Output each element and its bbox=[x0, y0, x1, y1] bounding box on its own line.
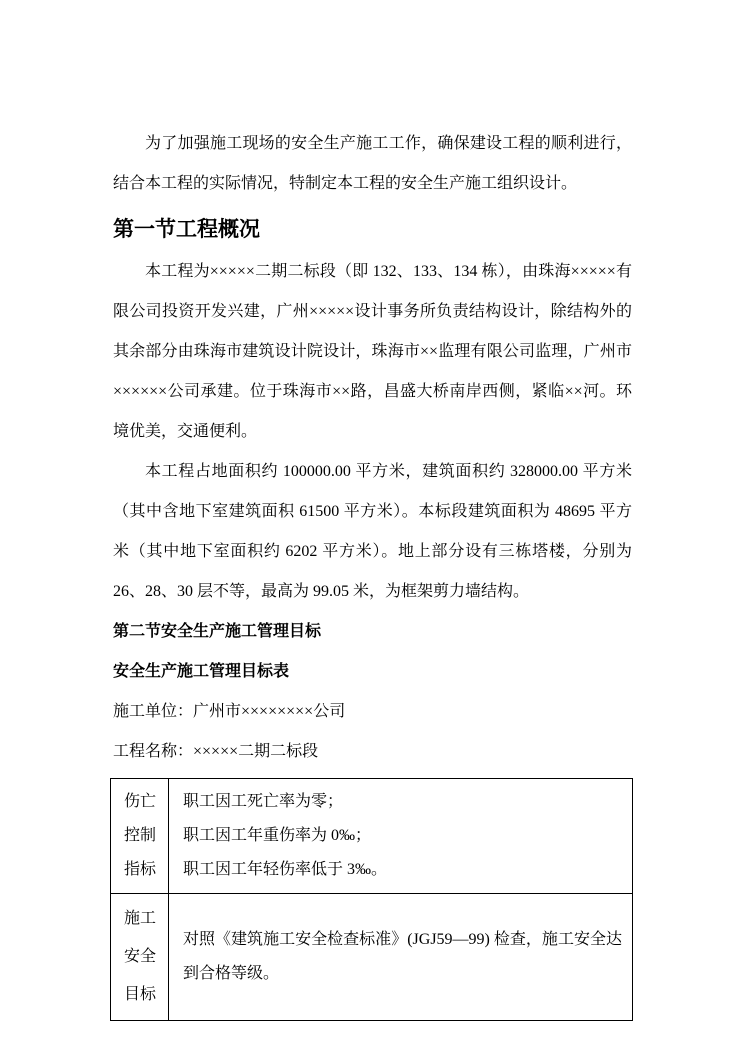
content-line: 对照《建筑施工安全检查标准》(JGJ59—99) 检查，施工安全达到合格等级。 bbox=[183, 931, 622, 982]
table-title: 安全生产施工管理目标表 bbox=[113, 663, 290, 680]
content-line: 职工因工年轻伤率低于 3‰。 bbox=[183, 861, 388, 878]
casualty-control-content-cell bbox=[169, 779, 633, 894]
section2-heading: 第二节安全生产施工管理目标 bbox=[113, 623, 322, 640]
section1-heading: 第一节工程概况 bbox=[113, 217, 260, 241]
construction-unit-line: 施工单位：广州市××××××××公司 bbox=[113, 703, 346, 720]
safety-goal-table bbox=[110, 778, 633, 1021]
casualty-control-row bbox=[111, 779, 633, 894]
safety-goal-label-cell bbox=[111, 894, 169, 1021]
safety-goal-row bbox=[111, 894, 633, 1021]
label-line: 施工 bbox=[124, 910, 157, 927]
content-line: 职工因工年重伤率为 0‰； bbox=[183, 827, 372, 844]
safety-goal-content-cell bbox=[169, 894, 633, 1021]
casualty-control-label-cell bbox=[111, 779, 169, 894]
label-line: 安全 bbox=[124, 948, 157, 965]
label-line: 指标 bbox=[124, 861, 157, 878]
project-area-paragraph: 本工程占地面积约 100000.00 平方米，建筑面积约 328000.00 平方米（其中含地下室建筑面积 61500 平方米）。本标段建筑面积为 48695 平方米（其中地下室面积约 6202 平方米）。地上部分设有三栋塔楼，分别为 26、28、30 层不等，最高为 99.05 米，为框架剪力墙结构。 bbox=[113, 463, 632, 600]
project-name-line: 工程名称：×××××二期二标段 bbox=[113, 743, 319, 760]
label-line: 目标 bbox=[124, 986, 157, 1003]
label-line: 伤亡 bbox=[124, 793, 157, 810]
intro-paragraph: 为了加强施工现场的安全生产施工工作，确保建设工程的顺利进行，结合本工程的实际情况，特制定本工程的安全生产施工组织设计。 bbox=[113, 135, 632, 192]
project-overview-paragraph: 本工程为×××××二期二标段（即 132、133、134 栋），由珠海×××××有限公司投资开发兴建，广州×××××设计事务所负责结构设计，除结构外的其余部分由珠海市建筑设计院设计，珠海市××监理有限公司监理，广州市××××××公司承建。位于珠海市××路，昌盛大桥南岸西侧，紧临××河。环境优美，交通便利。 bbox=[113, 263, 632, 440]
content-line: 职工因工死亡率为零； bbox=[183, 793, 344, 810]
label-line: 控制 bbox=[124, 827, 157, 844]
